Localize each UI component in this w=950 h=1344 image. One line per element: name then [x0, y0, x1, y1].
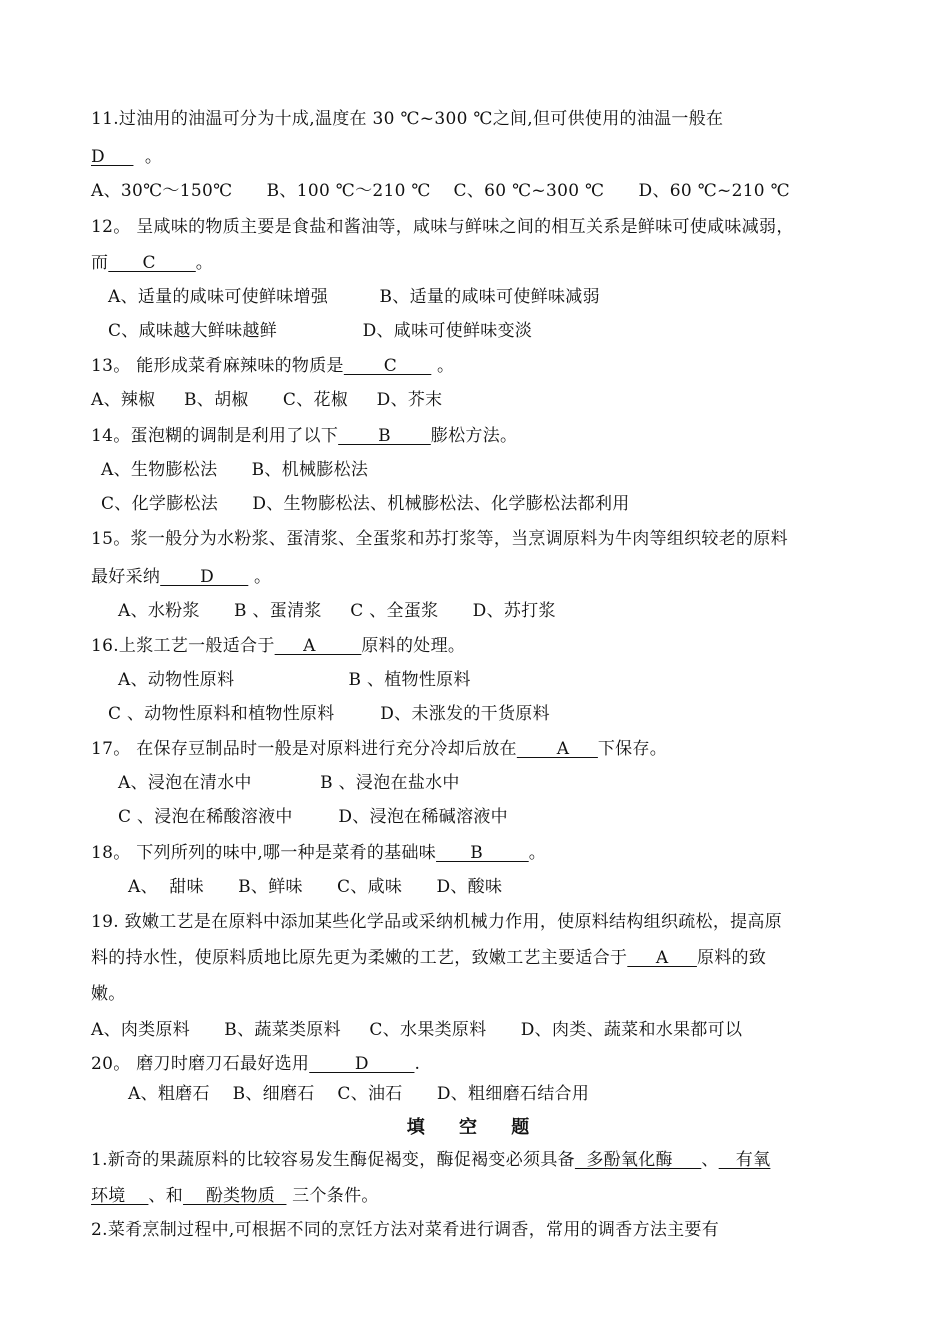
answer-blank: A — [516, 739, 598, 759]
text-segment: 。 — [528, 843, 547, 863]
question-q17-line-1 — [91, 738, 667, 760]
text-segment: 料的持水性，使原料质地比原先更为柔嫩的工艺，致嫩工艺主要适合于 — [91, 948, 628, 968]
question-q19-line-2 — [91, 947, 766, 969]
text-segment: 三个条件。 — [286, 1186, 379, 1206]
text-segment: A、粗磨石 B、细磨石 C、油石 D、粗细磨石结合用 — [128, 1084, 590, 1104]
answer-blank: A — [627, 948, 697, 968]
text-segment: C、化学膨松法 D、生物膨松法、机械膨松法、化学膨松法都利用 — [101, 494, 630, 514]
question-q15-line-1 — [91, 528, 788, 550]
question-q19-line-4 — [91, 1019, 742, 1041]
question-q14-line-2 — [101, 459, 368, 481]
question-q15-line-2 — [91, 566, 271, 588]
fill-blank-f2-line-1 — [91, 1219, 719, 1241]
question-q19-line-3 — [91, 983, 126, 1005]
answer-blank: 环境 — [91, 1186, 149, 1206]
text-segment: A、 甜味 B、鲜味 C、咸味 D、酸味 — [128, 877, 503, 897]
question-q20-line-1 — [91, 1053, 420, 1075]
text-segment: 19. 致嫩工艺是在原料中添加某些化学品或采纳机械力作用，使原料结构组织疏松，提高原 — [91, 912, 783, 932]
answer-blank: B — [338, 426, 431, 446]
answer-blank: D — [160, 567, 249, 587]
answer-blank: D — [309, 1054, 415, 1074]
text-segment: A、生物膨松法 B、机械膨松法 — [101, 460, 369, 480]
section-title: 填 空 题 — [406, 1117, 544, 1138]
answer-blank: 酚类物质 — [183, 1186, 287, 1206]
answer-blank: B — [436, 843, 529, 863]
answer-blank: C — [108, 253, 196, 273]
answer-blank: C — [343, 356, 432, 376]
question-q18-line-1 — [91, 842, 546, 864]
text-segment: 20。 磨刀时磨刀石最好选用 — [91, 1054, 310, 1074]
question-q18-line-2 — [128, 876, 502, 898]
text-segment: 2.菜肴烹制过程中,可根据不同的烹饪方法对菜肴进行调香，常用的调香方法主要有 — [91, 1220, 720, 1240]
text-segment: 原料的处理。 — [361, 636, 466, 656]
question-q12-line-2 — [91, 252, 213, 274]
text-segment: A、辣椒 B、胡椒 C、花椒 D、芥末 — [91, 390, 443, 410]
question-q13-line-1 — [91, 355, 454, 377]
fill-blank-f1-line-1 — [91, 1149, 770, 1171]
question-q16-line-3 — [108, 703, 550, 725]
text-segment: C 、动物性原料和植物性原料 D、未涨发的干货原料 — [108, 704, 550, 724]
text-segment: 13。 能形成菜肴麻辣味的物质是 — [91, 356, 344, 376]
text-segment: 最好采纳 — [91, 567, 161, 587]
text-segment: A、水粉浆 B 、蛋清浆 C 、全蛋浆 D、苏打浆 — [118, 601, 556, 621]
text-segment: 12。 呈咸味的物质主要是食盐和酱油等，咸味与鲜味之间的相互关系是鲜味可使咸味减弱， — [91, 217, 794, 237]
text-segment: A、浸泡在清水中 B 、浸泡在盐水中 — [118, 773, 460, 793]
text-segment: 14。蛋泡糊的调制是利用了以下 — [91, 426, 339, 446]
text-segment: 、 — [701, 1150, 719, 1170]
text-segment: A、动物性原料 B 、植物性原料 — [118, 670, 471, 690]
question-q13-line-2 — [91, 389, 442, 411]
text-segment: A、适量的咸味可使鲜味增强 B、适量的咸味可使鲜味减弱 — [108, 287, 600, 307]
text-segment: 嫩。 — [91, 984, 126, 1004]
question-q15-line-3 — [118, 600, 556, 622]
answer-blank: 有氧 — [718, 1150, 771, 1170]
text-segment: . — [414, 1054, 421, 1074]
text-segment: C、咸味越大鲜味越鲜 D、咸味可使鲜味变淡 — [108, 321, 533, 341]
question-q14-line-3 — [101, 493, 630, 515]
question-q12-line-3 — [108, 286, 600, 308]
text-segment: 17。 在保存豆制品时一般是对原料进行充分冷却后放在 — [91, 739, 517, 759]
fill-blank-f1-line-2 — [91, 1185, 379, 1207]
text-segment: A、30℃～150℃ B、100 ℃～210 ℃ C、60 ℃~300 ℃ D、60 ℃~210 ℃ — [91, 181, 790, 201]
text-segment: A、肉类原料 B、蔬菜类原料 C、水果类原料 D、肉类、蔬菜和水果都可以 — [91, 1020, 743, 1040]
text-segment: C 、浸泡在稀酸溶液中 D、浸泡在稀碱溶液中 — [118, 807, 508, 827]
text-segment: 。 — [431, 356, 455, 376]
text-segment: 18。 下列所列的味中,哪一种是菜肴的基础味 — [91, 843, 437, 863]
question-q16-line-2 — [118, 669, 471, 691]
question-q14-line-1 — [91, 425, 517, 447]
text-segment: 而 — [91, 253, 109, 273]
text-segment: 下保存。 — [597, 739, 668, 759]
question-q19-line-1 — [91, 911, 782, 933]
question-q17-line-3 — [118, 806, 508, 828]
text-segment: 原料的致 — [696, 948, 767, 968]
text-segment: 1.新奇的果蔬原料的比较容易发生酶促褐变，酶促褐变必须具备 — [91, 1150, 575, 1170]
question-q12-line-4 — [108, 320, 532, 342]
text-segment: 16.上浆工艺一般适合于 — [91, 636, 275, 656]
text-segment: 11.过油用的油温可分为十成,温度在 30 ℃~300 ℃之间,但可供使用的油温一般在 — [91, 109, 724, 129]
question-q11-line-3 — [91, 180, 790, 202]
question-q11-line-2 — [91, 146, 162, 168]
text-segment: 、和 — [148, 1186, 184, 1206]
question-q20-line-2 — [128, 1083, 589, 1105]
text-segment: 15。浆一般分为水粉浆、蛋清浆、全蛋浆和苏打浆等，当烹调原料为牛肉等组织较老的原料 — [91, 529, 788, 549]
question-q11-line-1 — [91, 108, 723, 130]
text-segment: 膨松方法。 — [430, 426, 518, 446]
text-segment: 。 — [195, 253, 214, 273]
question-q17-line-2 — [118, 772, 460, 794]
answer-blank: A — [274, 636, 362, 656]
answer-blank: 多酚氧化酶 — [574, 1150, 702, 1170]
text-segment: 。 — [248, 567, 272, 587]
text-segment: 。 — [133, 147, 163, 167]
question-q16-line-1 — [91, 635, 465, 657]
question-q12-line-1 — [91, 216, 794, 238]
answer-blank: D — [91, 147, 134, 167]
